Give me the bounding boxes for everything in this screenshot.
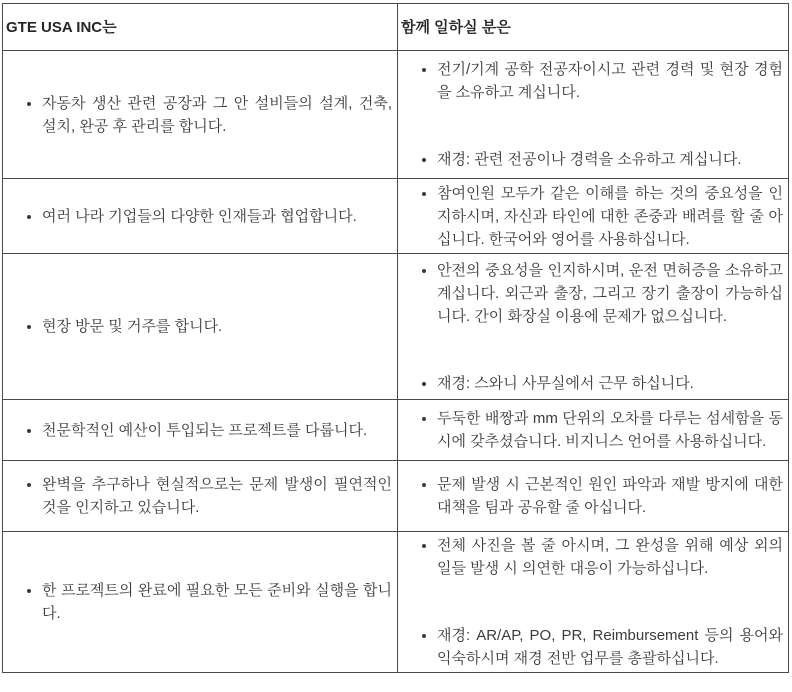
header-row <box>3 4 789 51</box>
company-bullet-list <box>6 205 394 228</box>
bullet-item: • 한 프로젝트의 완료에 필요한 모든 준비와 실행을 합니다. <box>42 579 394 625</box>
comparison-table <box>2 3 789 673</box>
table-row <box>3 461 789 532</box>
table-row <box>3 400 789 461</box>
company-cell <box>3 400 398 461</box>
bullet-item: • 참여인원 모두가 같은 이해를 하는 것의 중요성을 인지하시며, 자신과 타인에 대한 존중과 배려를 할 줄 아십니다. 한국어와 영어를 사용하십니다. <box>437 182 785 251</box>
table-row <box>3 532 789 673</box>
candidate-bullet-list <box>401 58 785 171</box>
candidate-bullet-list <box>401 259 785 395</box>
bullet-item: • 재경: 스와니 사무실에서 근무 하십니다. <box>437 372 785 395</box>
bullet-item: • 현장 방문 및 거주를 합니다. <box>42 315 394 338</box>
table-body <box>3 51 789 673</box>
candidate-bullet-list <box>401 182 785 251</box>
candidate-bullet-list <box>401 473 785 519</box>
bullet-item: • 완벽을 추구하나 현실적으로는 문제 발생이 필연적인 것을 인지하고 있습니다. <box>42 473 394 519</box>
company-cell <box>3 51 398 179</box>
candidate-header: 함께 일하실 분은 <box>398 4 789 51</box>
candidate-cell <box>398 179 789 254</box>
bullet-item: • 문제 발생 시 근본적인 원인 파악과 재발 방지에 대한 대책을 팀과 공유할 줄 아십니다. <box>437 473 785 519</box>
candidate-bullet-list <box>401 534 785 670</box>
bullet-item: • 천문학적인 예산이 투입되는 프로젝트를 다룹니다. <box>42 419 394 442</box>
candidate-cell <box>398 532 789 673</box>
candidate-cell <box>398 461 789 532</box>
company-bullet-list <box>6 419 394 442</box>
company-bullet-list <box>6 315 394 338</box>
bullet-item: • 재경: AR/AP, PO, PR, Reimbursement 등의 용어와 익숙하시며 재경 전반 업무를 총괄하십니다. <box>437 624 785 670</box>
candidate-cell <box>398 400 789 461</box>
company-bullet-list <box>6 92 394 138</box>
company-cell <box>3 461 398 532</box>
company-cell <box>3 254 398 400</box>
company-bullet-list <box>6 473 394 519</box>
candidate-bullet-list <box>401 407 785 453</box>
bullet-item: • 안전의 중요성을 인지하시며, 운전 면허증을 소유하고 계십니다. 외근과 출장, 그리고 장기 출장이 가능하십니다. 간이 화장실 이용에 문제가 없으십니다. <box>437 259 785 328</box>
bullet-item: • 두둑한 배짱과 mm 단위의 오차를 다루는 섬세함을 동시에 갖추셨습니다. 비지니스 언어를 사용하십니다. <box>437 407 785 453</box>
bullet-item: • 재경: 관련 전공이나 경력을 소유하고 계십니다. <box>437 148 785 171</box>
bullet-item: • 여러 나라 기업들의 다양한 인재들과 협업합니다. <box>42 205 394 228</box>
candidate-cell <box>398 254 789 400</box>
table-row <box>3 51 789 179</box>
table-row <box>3 254 789 400</box>
company-cell <box>3 179 398 254</box>
company-header: GTE USA INC는 <box>3 4 398 51</box>
bullet-item: • 전체 사진을 볼 줄 아시며, 그 완성을 위해 예상 외의 일들 발생 시 의연한 대응이 가능하십니다. <box>437 534 785 580</box>
company-bullet-list <box>6 579 394 625</box>
table-row <box>3 179 789 254</box>
bullet-item: • 전기/기계 공학 전공자이시고 관련 경력 및 현장 경험을 소유하고 계십니다. <box>437 58 785 104</box>
bullet-item: • 자동차 생산 관련 공장과 그 안 설비들의 설계, 건축, 설치, 완공 후 관리를 합니다. <box>42 92 394 138</box>
candidate-cell <box>398 51 789 179</box>
company-cell <box>3 532 398 673</box>
